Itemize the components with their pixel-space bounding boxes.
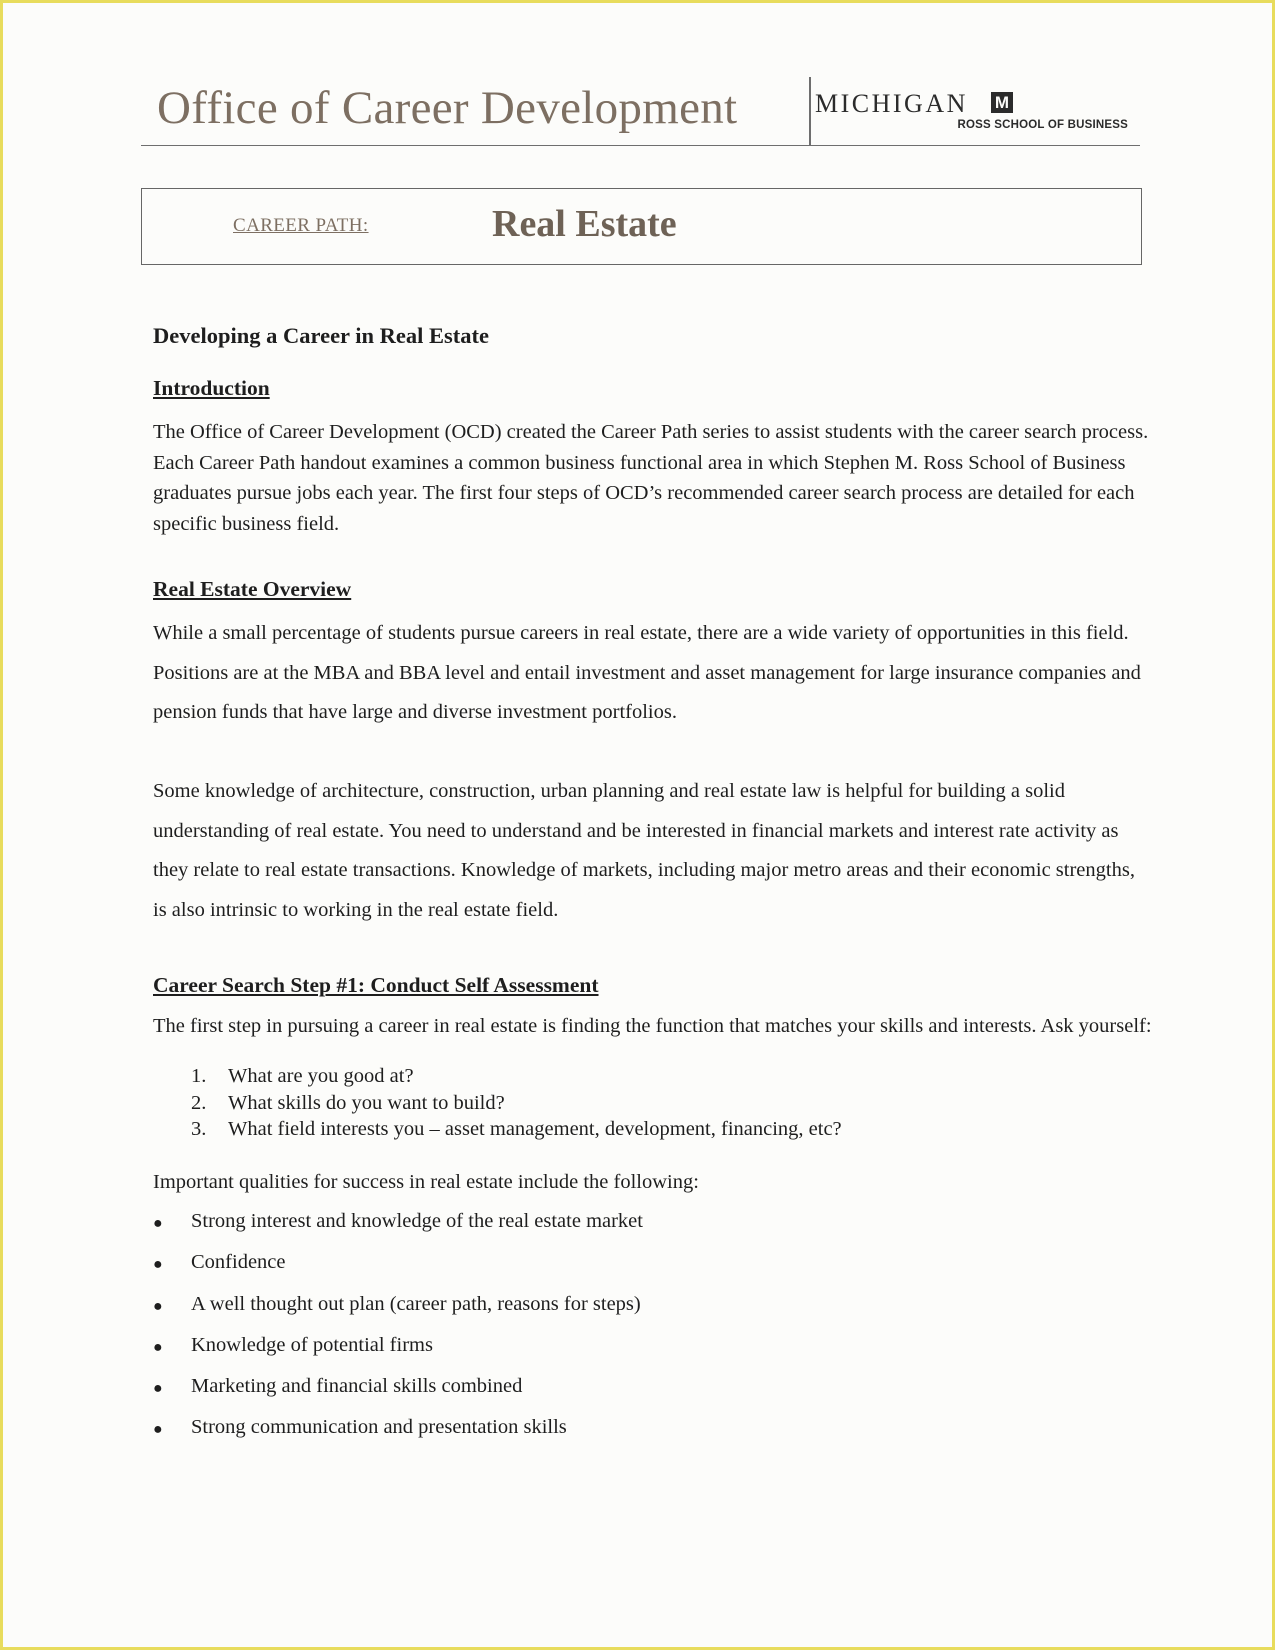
paragraph-step-1-intro: The first step in pursuing a career in real estate is finding the function that matches your skills and interests. Ask yourself: [153, 1015, 1152, 1037]
paragraph-introduction: The Office of Career Development (OCD) created the Career Path series to assist students with the career search process. Each Career Path handout examines a common business functional area in which Stephen M. Ross School of Business graduates pursue jobs each year. The first four steps of OCD’s recommended career search process are detailed for each specific business field. [153, 421, 1149, 535]
letterhead [141, 75, 1140, 146]
section-heading-introduction: Introduction [153, 376, 270, 400]
michigan-ross-logo [815, 89, 1135, 131]
logo-wordmark: MICHIGAN [815, 89, 968, 118]
career-path-value: Real Estate [492, 203, 677, 245]
career-path-box [141, 188, 1142, 265]
document-title: Developing a Career in Real Estate [153, 323, 489, 348]
block-m-icon: M [991, 92, 1013, 113]
section-heading-step-1: Career Search Step #1: Conduct Self Assessment [153, 973, 599, 997]
bullet-icon: ● [153, 1256, 163, 1274]
section-heading-overview: Real Estate Overview [153, 577, 352, 601]
bullet-icon: ● [153, 1380, 163, 1398]
header-divider [809, 77, 811, 145]
bullet-icon: ● [153, 1297, 163, 1315]
career-path-label: CAREER PATH: [233, 215, 369, 236]
document-page: Office of Career Development MICHIGAN M ROSS SCHOOL OF BUSINESS CAREER PATH: Real Estate Developing a Career in Real Estate Introduction The Office of Career Development (OCD) created the Career Path series to assist students with the career search process. Each Career Path handout examines a common business functional area in which Stephen M. Ross School of Business graduates pursue jobs each year. The first four steps of OCD’s recommended career search process are detailed for each specific business field. Real Estate Overview While a small percentage of students pursue careers in real estate, there are a wide variety of opportunities in this field. Positions are at the MBA and BBA level and entail investment and asset management for large insurance companies and pension funds that have large and diverse investment portfolios. Some knowledge of architecture, construction, urban planning and real estate law is helpful for building a solid understanding of real estate. You need to understand and be interested in financial markets and interest rate activity as they relate to real estate transactions. Knowledge of markets, including major metro areas and their economic strengths, is also intrinsic to working in the real estate field. Career Search Step #1: Conduct Self Assessment The first step in pursuing a career in real estate is finding the function that matches your skills and interests. Ask yourself: 1. What are you good at? 2. What skills do you want to build? 3. What field interests you – asset management, development, financing, etc? Important qualities for success in real estate include the following: ● Strong interest and knowledge of the real estate market ● Confidence ● A well thought out plan (career path, reasons for steps) ● Knowledge of potential firms ● Marketing and financial skills combined ● Strong communication and presentation skills [0, 0, 1275, 1650]
bullet-icon: ● [153, 1338, 163, 1356]
paragraph-overview-1: While a small percentage of students pursue careers in real estate, there are a wide variety of opportunities in this field. Positions are at the MBA and BBA level and entail investment and asset management for large insurance companies and pension funds that have large and diverse investment portfolios. [153, 622, 1141, 723]
bullet-icon: ● [153, 1421, 163, 1439]
logo-subtitle: ROSS SCHOOL OF BUSINESS [957, 119, 1128, 131]
paragraph-overview-2: Some knowledge of architecture, construction, urban planning and real estate law is helpful for building a solid understanding of real estate. You need to understand and be interested in financial markets and interest rate activity as they relate to real estate transactions. Knowledge of markets, including major metro areas and their economic strengths, is also intrinsic to working in the real estate field. [153, 780, 1135, 921]
bullet-icon: ● [153, 1215, 163, 1232]
qualities-intro: Important qualities for success in real estate include the following: [153, 1171, 699, 1193]
office-title: Office of Career Development [157, 82, 738, 134]
